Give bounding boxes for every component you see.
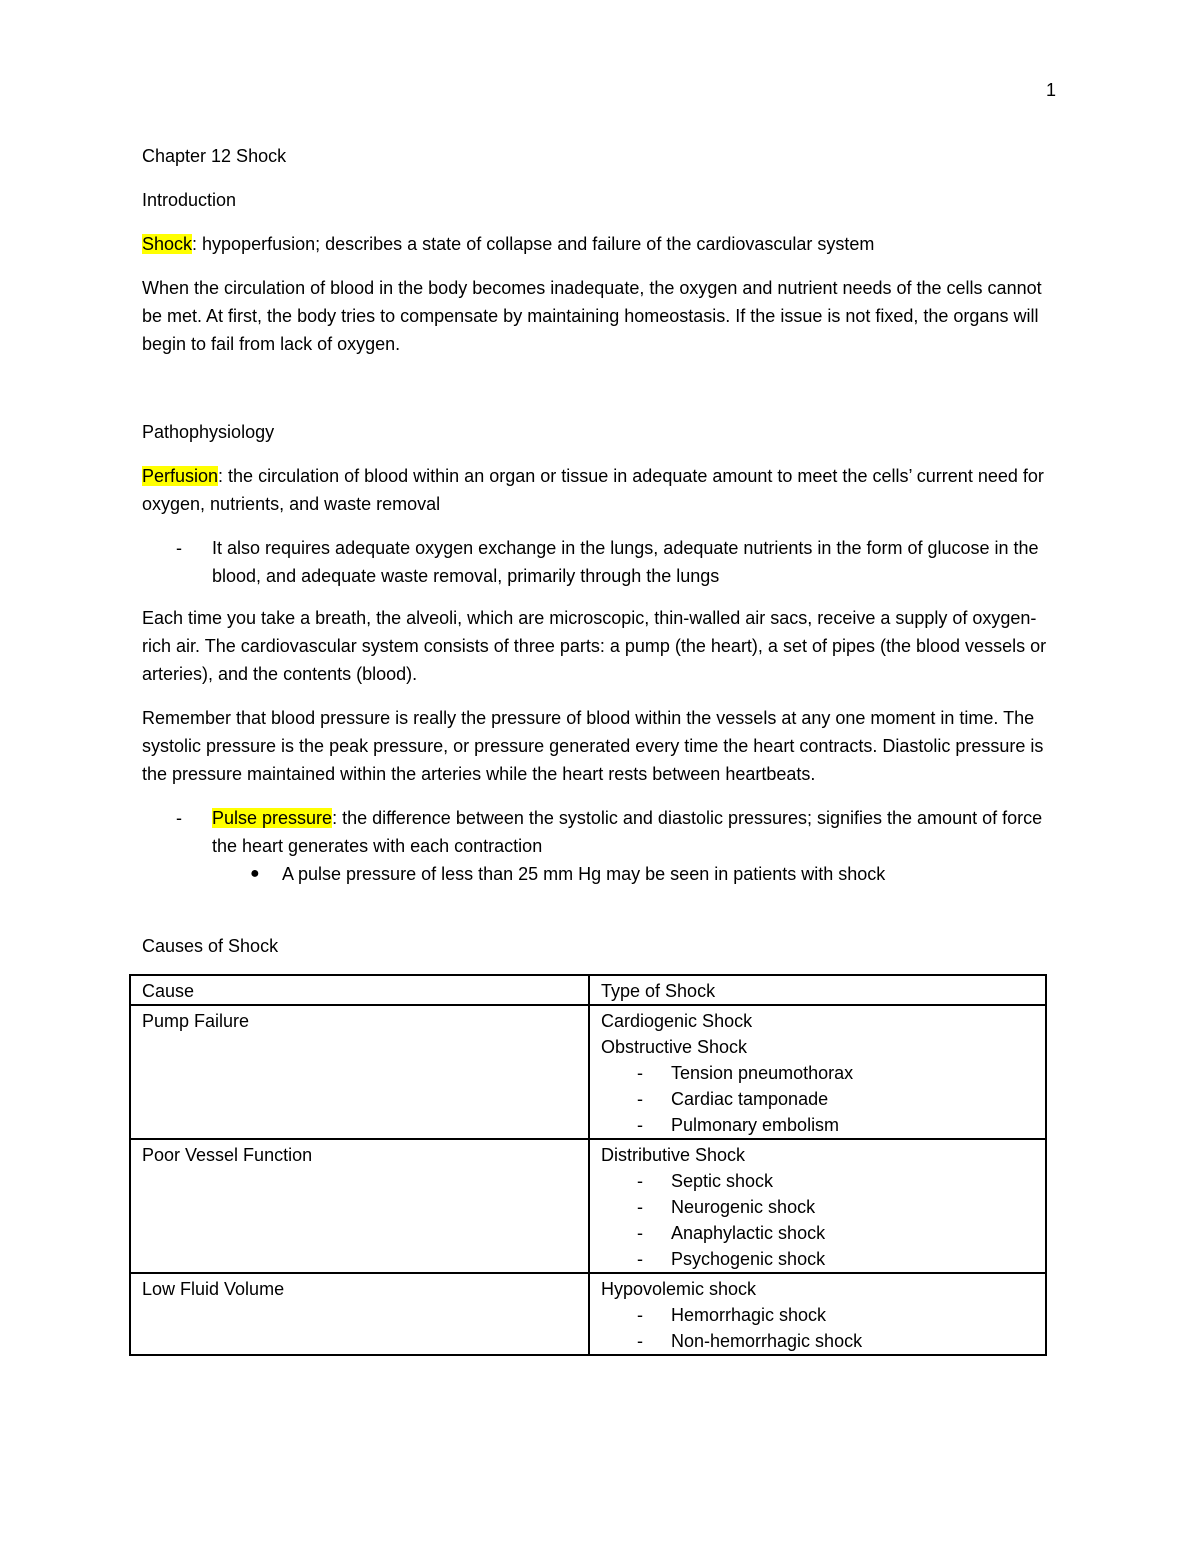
table-header-row xyxy=(130,975,1046,1005)
cause-cell: Pump Failure xyxy=(130,1005,589,1139)
dash-marker: - xyxy=(637,1249,643,1269)
table-row xyxy=(130,1273,1046,1355)
pulse-pressure-bullet-text: A pulse pressure of less than 25 mm Hg may be seen in patients with shock xyxy=(282,864,886,884)
subtype-item xyxy=(601,1194,1034,1220)
dash-marker: - xyxy=(637,1223,643,1243)
type-cell xyxy=(589,1005,1046,1139)
shock-definition-text: : hypoperfusion; describes a state of collapse and failure of the cardiovascular system xyxy=(192,234,875,254)
perfusion-definition-text: : the circulation of blood within an organ or tissue in adequate amount to meet the cells’ current need for oxygen, nutrients, and waste removal xyxy=(142,466,1044,514)
cause-cell: Poor Vessel Function xyxy=(130,1139,589,1273)
table-row xyxy=(130,1005,1046,1139)
subtype-item xyxy=(601,1168,1034,1194)
page-number: 1 xyxy=(1046,80,1057,100)
subtype-label: Neurogenic shock xyxy=(671,1197,816,1217)
subtype-item xyxy=(601,1302,1034,1328)
dash-marker: - xyxy=(637,1305,643,1325)
subtype-item xyxy=(601,1246,1034,1272)
section-heading-causes: Causes of Shock xyxy=(142,936,279,956)
perfusion-term: Perfusion xyxy=(142,466,219,486)
section-heading-pathophysiology: Pathophysiology xyxy=(142,422,275,442)
bullet-marker: ● xyxy=(250,865,260,882)
subtype-label: Tension pneumothorax xyxy=(671,1063,854,1083)
table-row xyxy=(130,1139,1046,1273)
perfusion-sub-item xyxy=(142,534,1052,590)
perfusion-definition xyxy=(142,462,1052,518)
subtype-label: Psychogenic shock xyxy=(671,1249,826,1269)
blood-pressure-paragraph: Remember that blood pressure is really the pressure of blood within the vessels at any one moment in time. The systolic pressure is the peak pressure, or pressure generated every time the heart contracts. Diastolic pressure is the pressure maintained within the arteries while the heart rests between heartbeats. xyxy=(142,708,1044,784)
dash-marker: - xyxy=(637,1197,643,1217)
subtype-label: Septic shock xyxy=(671,1171,774,1191)
alveoli-paragraph: Each time you take a breath, the alveoli, which are microscopic, thin-walled air sacs, receive a supply of oxygen-rich air. The cardiovascular system consists of three parts: a pump (the heart), a set of pipes (the blood vessels or arteries), and the contents (blood). xyxy=(142,608,1047,684)
header-cause: Cause xyxy=(130,975,589,1005)
dash-marker: - xyxy=(176,538,182,558)
header-type: Type of Shock xyxy=(589,975,1046,1005)
causes-table xyxy=(129,974,1047,1356)
dash-marker: - xyxy=(637,1115,643,1135)
pulse-pressure-term: Pulse pressure xyxy=(212,808,333,828)
shock-definition xyxy=(142,230,1052,258)
subtype-item xyxy=(601,1112,1034,1138)
subtype-label: Pulmonary embolism xyxy=(671,1115,840,1135)
chapter-title: Chapter 12 Shock xyxy=(142,146,287,166)
type-label: Hypovolemic shock xyxy=(601,1279,757,1299)
subtype-label: Hemorrhagic shock xyxy=(671,1305,827,1325)
type-cell xyxy=(589,1139,1046,1273)
pulse-pressure-definition: : the difference between the systolic and diastolic pressures; signifies the amount of force the heart generates with each contraction xyxy=(212,808,1043,856)
subtype-item xyxy=(601,1060,1034,1086)
type-label: Distributive Shock xyxy=(601,1145,746,1165)
subtype-item xyxy=(601,1220,1034,1246)
subtype-label: Cardiac tamponade xyxy=(671,1089,829,1109)
perfusion-sub-text: It also requires adequate oxygen exchange in the lungs, adequate nutrients in the form of glucose in the blood, and adequate waste removal, primarily through the lungs xyxy=(212,538,1039,586)
type-label: Obstructive Shock xyxy=(601,1037,748,1057)
intro-paragraph: When the circulation of blood in the body becomes inadequate, the oxygen and nutrient needs of the cells cannot be met. At first, the body tries to compensate by maintaining homeostasis. If the issue is not fixed, the organs will begin to fail from lack of oxygen. xyxy=(142,278,1042,354)
section-heading-introduction: Introduction xyxy=(142,190,237,210)
subtype-label: Non-hemorrhagic shock xyxy=(671,1331,863,1351)
cause-cell: Low Fluid Volume xyxy=(130,1273,589,1355)
dash-marker: - xyxy=(637,1089,643,1109)
pulse-pressure-bullet xyxy=(142,860,1052,888)
dash-marker: - xyxy=(637,1171,643,1191)
dash-marker: - xyxy=(637,1331,643,1351)
document-body xyxy=(142,142,1052,1356)
subtype-item xyxy=(601,1328,1034,1354)
shock-term: Shock xyxy=(142,234,193,254)
dash-marker: - xyxy=(176,808,182,828)
type-label: Cardiogenic Shock xyxy=(601,1011,753,1031)
pulse-pressure-item xyxy=(142,804,1052,860)
dash-marker: - xyxy=(637,1063,643,1083)
subtype-label: Anaphylactic shock xyxy=(671,1223,826,1243)
subtype-item xyxy=(601,1086,1034,1112)
type-cell xyxy=(589,1273,1046,1355)
